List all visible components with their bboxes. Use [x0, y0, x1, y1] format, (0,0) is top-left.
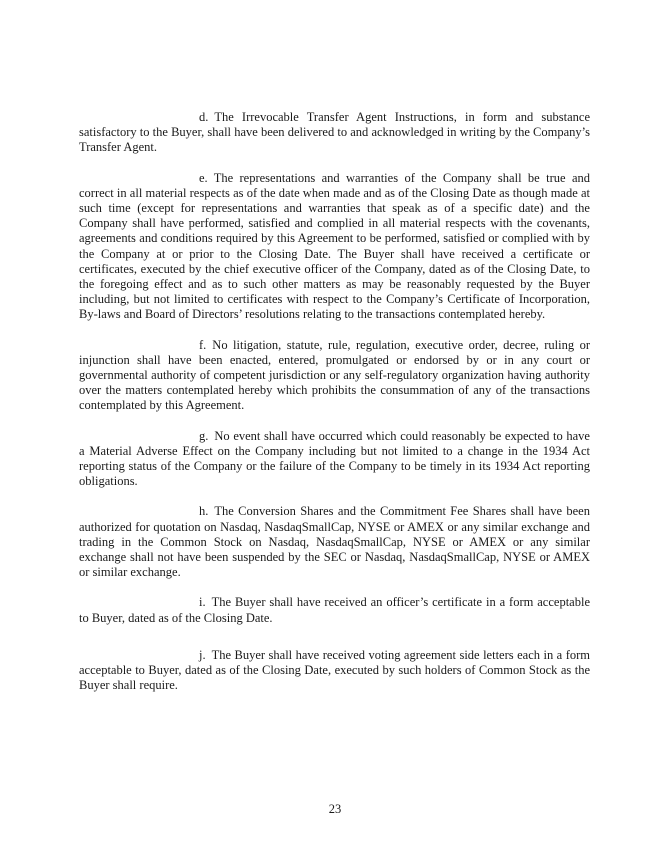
page-number: 23: [328, 802, 342, 816]
paragraph-spacer: [79, 580, 590, 595]
paragraph-e-letter: e.: [199, 170, 208, 185]
paragraph-d: [79, 110, 590, 156]
paragraph-f-text: No litigation, statute, rule, regulation, executive order, decree, ruling or injunction shall have been enacted, entered, promulgated or endorsed by or in any court or governmental authority of competent jurisdiction or any self-regulatory organization having authority over the matters contemplated hereby which prohibits the consummation of any of the transactions contemplated by this Agreement.: [79, 337, 590, 413]
paragraph-i: [79, 595, 590, 625]
paragraph-h-letter: h.: [199, 504, 209, 519]
paragraph-h: [79, 504, 590, 580]
paragraph-spacer: [79, 414, 590, 429]
paragraph-spacer: [79, 156, 590, 171]
paragraph-g-letter: g.: [199, 428, 209, 443]
document-body: [79, 110, 590, 694]
paragraph-spacer: [79, 626, 590, 648]
paragraph-d-letter: d.: [199, 110, 209, 124]
paragraph-j: [79, 648, 590, 694]
paragraph-g-text: No event shall have occurred which could reasonably be expected to have a Material Adverse Effect on the Company including but not limited to a change in the 1934 Act reporting status of the Company or the failure of the Company to be timely in its 1934 Act reporting obligations.: [79, 428, 590, 489]
paragraph-i-letter: i.: [199, 595, 206, 610]
paragraph-i-text: The Buyer shall have received an officer’s certificate in a form acceptable to Buyer, dated as of the Closing Date.: [79, 595, 590, 625]
paragraph-f: [79, 338, 590, 414]
paragraph-f-letter: f.: [199, 337, 207, 352]
paragraph-e: [79, 171, 590, 323]
paragraph-d-text: The Irrevocable Transfer Agent Instructions, in form and substance satisfactory to the Buyer, shall have been delivered to and acknowledged in writing by the Company’s Transfer Agent.: [79, 110, 590, 155]
paragraph-h-text: The Conversion Shares and the Commitment Fee Shares shall have been authorized for quotation on Nasdaq, NasdaqSmallCap, NYSE or AMEX or any similar exchange and trading in the Common Stock on Nasdaq, NasdaqSmallCap, NYSE or AMEX or any similar exchange shall not have been suspended by the SEC or Nasdaq, NasdaqSmallCap, NYSE or AMEX or similar exchange.: [79, 504, 590, 580]
paragraph-j-text: The Buyer shall have received voting agreement side letters each in a form acceptable to Buyer, dated as of the Closing Date, executed by such holders of Common Stock as the Buyer shall require.: [79, 647, 590, 693]
paragraph-spacer: [79, 323, 590, 338]
paragraph-spacer: [79, 489, 590, 504]
paragraph-j-letter: j.: [199, 647, 206, 662]
paragraph-e-text: The representations and warranties of the Company shall be true and correct in all material respects as of the date when made and as of the Closing Date as though made at such time (except for representations and warranties that speak as of a specific date) and the Company shall have performed, satisfied and complied in all material respects with the covenants, agreements and conditions required by this Agreement to be performed, satisfied or complied with by the Company at or prior to the Closing Date. The Buyer shall have received a certificate or certificates, executed by the chief executive officer of the Company, dated as of the Closing Date, to the foregoing effect and as to such other matters as may be reasonably requested by the Buyer including, but not limited to certificates with respect to the Company’s Certificate of Incorporation, By-laws and Board of Directors’ resolutions relating to the transactions contemplated hereby.: [79, 170, 590, 322]
paragraph-g: [79, 429, 590, 490]
